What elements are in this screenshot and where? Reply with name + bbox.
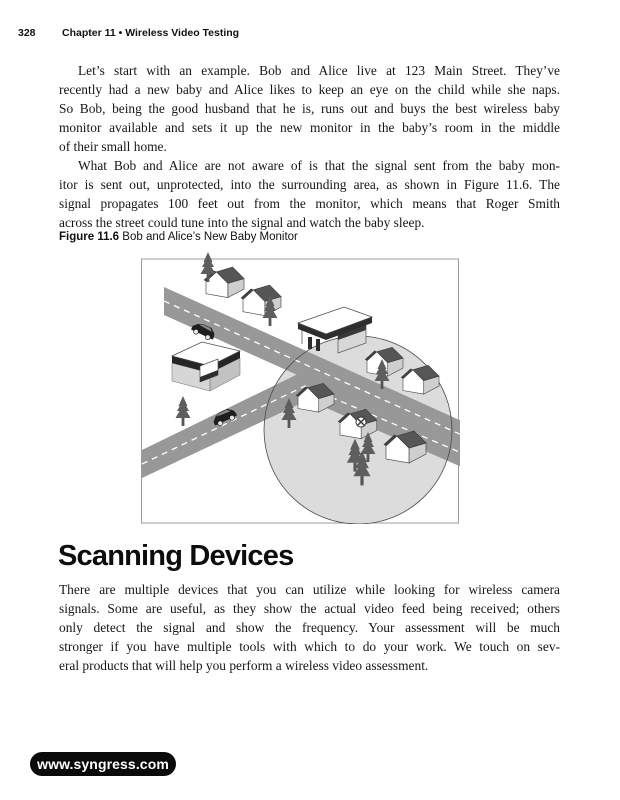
text-line: itor is sent out, unprotected, into the surrounding area, as shown in Figure 11.6. The xyxy=(59,177,560,192)
section-heading: Scanning Devices xyxy=(58,540,294,572)
figure-caption-text: Bob and Alice’s New Baby Monitor xyxy=(122,231,298,243)
figure-caption xyxy=(59,231,298,243)
text-line: What Bob and Alice are not aware of is that the signal sent from the baby mon- xyxy=(78,158,560,173)
paragraph-signal-leak xyxy=(59,156,560,232)
running-header xyxy=(0,27,620,43)
chapter-title: Chapter 11 • Wireless Video Testing xyxy=(62,27,240,39)
publisher-url: www.syngress.com xyxy=(37,756,169,772)
text-line: stronger if you have multiple tools with which to do your work. We touch on sev- xyxy=(59,639,560,654)
text-line: only detect the signal and show the frequency. Your assessment will be much xyxy=(59,620,560,635)
neighborhood-map-drawing xyxy=(140,244,460,524)
text-line: across the street could tune into the signal and watch the baby sleep. xyxy=(59,215,425,230)
publisher-url-badge xyxy=(30,752,176,776)
text-line: signals. Some are useful, as they show the actual video feed being received; others xyxy=(59,601,560,616)
baby-monitor-marker xyxy=(356,417,366,427)
paragraph-intro-example xyxy=(59,61,560,156)
paragraph-scanning-devices xyxy=(59,580,560,675)
text-line: Let’s start with an example. Bob and Alice live at 123 Main Street. They’ve xyxy=(78,63,560,78)
text-line: So Bob, being the good husband that he is, runs out and buys the best wireless baby xyxy=(59,101,560,116)
text-line: eral products that will help you perform a wireless video assessment. xyxy=(59,658,429,673)
figure-caption-label: Figure 11.6 xyxy=(59,231,120,243)
text-line: recently had a new baby and Alice likes to keep an eye on the child while she naps. xyxy=(59,82,560,97)
text-line: There are multiple devices that you can utilize while looking for wireless camera xyxy=(59,582,560,597)
page-number: 328 xyxy=(18,27,36,39)
text-line: monitor available and sets it up the new monitor in the baby’s room in the middle xyxy=(59,120,560,135)
text-line: signal propagates 100 feet out from the monitor, which means that Roger Smith xyxy=(59,196,560,211)
figure-11-6-illustration xyxy=(140,244,460,524)
text-line: of their small home. xyxy=(59,139,167,154)
